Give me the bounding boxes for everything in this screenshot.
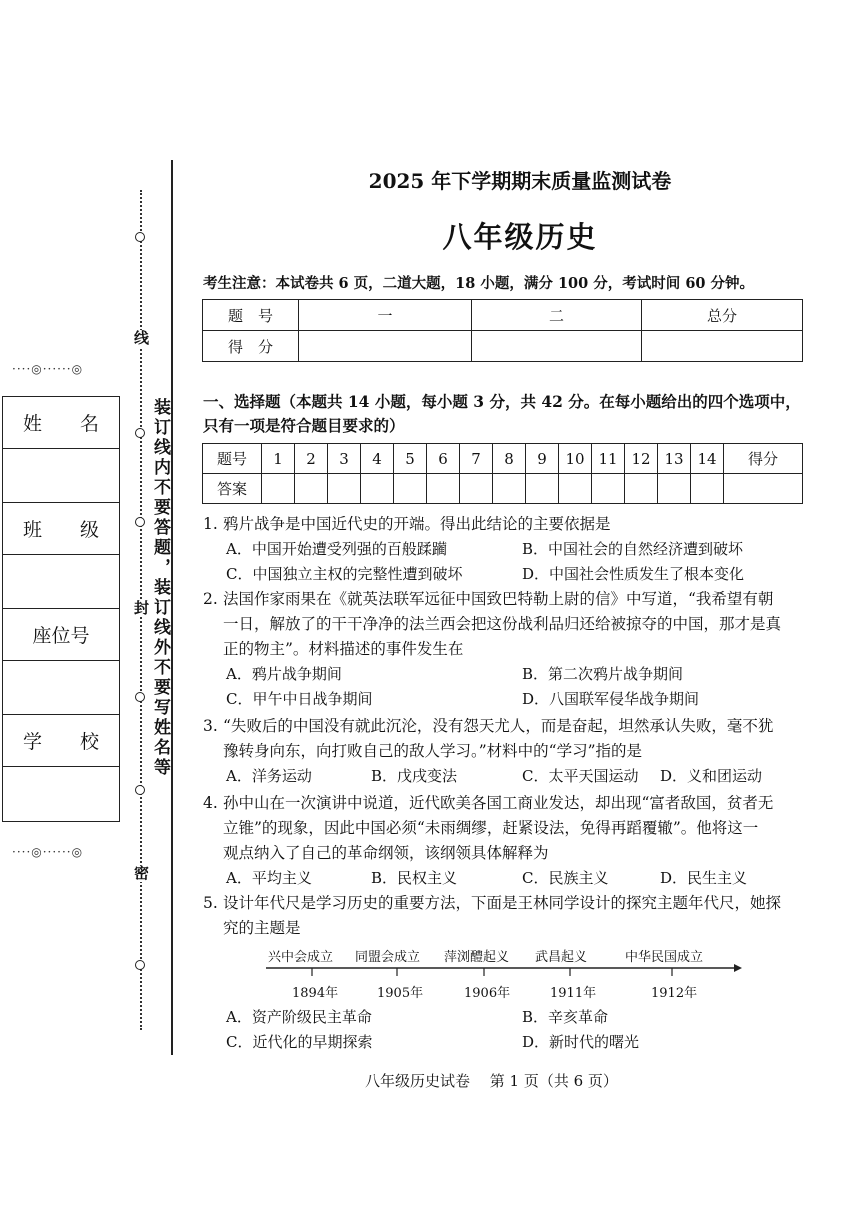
option-c[interactable]: C．太平天国运动 [522, 767, 639, 785]
binding-char-mi: 密 [132, 865, 150, 882]
margin-rule [171, 160, 173, 1055]
option-a[interactable]: A．资产阶级民主革命 [226, 1008, 372, 1026]
question-line [203, 791, 813, 816]
score-header-total: 总分 [642, 300, 803, 331]
option-a[interactable]: A．平均主义 [226, 869, 312, 887]
question-number-cell: 14 [691, 444, 724, 474]
question-line: 正的物主”。材料描述的事件发生在 [223, 640, 464, 658]
question-1-options [226, 537, 816, 587]
timeline-axis [262, 960, 742, 980]
score-header-part1: 一 [299, 300, 472, 331]
answer-score-label: 得分 [724, 444, 803, 474]
score-cell-total[interactable] [642, 331, 803, 362]
question-number-cell: 2 [295, 444, 328, 474]
question-line: 一日，解放了的干干净净的法兰西会把这份战利品归还给被掠夺的中国，那才是真 [223, 615, 782, 633]
question-text: 孙中山在一次演讲中说道，近代欧美各国工商业发达，却出现“富者敌国，贫者无 [223, 794, 774, 812]
answer-header-label: 题号 [203, 444, 262, 474]
seat-label-cell [3, 609, 119, 661]
binding-circle [135, 517, 145, 527]
timeline-event: 萍浏醴起义 [444, 950, 510, 965]
question-4 [203, 791, 813, 866]
binding-circle [135, 785, 145, 795]
question-number-cell: 7 [460, 444, 493, 474]
question-text: “失败后的中国没有就此沉沦，没有怨天尤人，而是奋起，坦然承认失败，毫不犹 [223, 717, 774, 735]
option-a[interactable]: A．中国开始遭受列强的百般蹂躏 [226, 540, 447, 558]
exam-notice: 考生注意：本试卷共 6 页，二道大题，18 小题，满分 100 分，考试时间 60 分钟。 [203, 275, 755, 292]
answer-cell[interactable] [295, 474, 328, 504]
timeline-year: 1911年 [550, 986, 597, 1001]
question-3-options [226, 764, 816, 789]
option-a[interactable]: A．洋务运动 [226, 767, 312, 785]
timeline-event: 兴中会成立 [268, 950, 334, 965]
binding-char-feng: 封 [132, 600, 150, 617]
class-input-cell[interactable] [3, 555, 119, 609]
timeline-year: 1894年 [292, 986, 339, 1001]
question-4-options [226, 866, 816, 891]
answer-cell[interactable] [658, 474, 691, 504]
question-text: 法国作家雨果在《就英法联军远征中国致巴特勒上尉的信》中写道，“我希望有朝 [223, 590, 774, 608]
question-number: 2. [203, 590, 218, 608]
option-b[interactable]: B．中国社会的自然经济遭到破坏 [522, 540, 744, 558]
question-number-cell: 13 [658, 444, 691, 474]
answer-cell[interactable] [559, 474, 592, 504]
name-label: 姓 名 [22, 413, 99, 435]
section1-heading: 一、选择题（本题共 14 小题，每小题 3 分，共 42 分。在每小题给出的四个选项中，只有一项是符合题目要求的） [203, 392, 801, 435]
class-label: 班 级 [22, 519, 99, 541]
student-info-box [2, 396, 120, 822]
timeline-event: 中华民国成立 [625, 950, 704, 965]
option-c[interactable]: C．民族主义 [522, 869, 609, 887]
question-number-cell: 6 [427, 444, 460, 474]
score-cell-part2[interactable] [472, 331, 642, 362]
option-d[interactable]: D．民生主义 [660, 869, 748, 887]
seat-label: 座位号 [32, 625, 90, 647]
question-number-cell: 4 [361, 444, 394, 474]
question-line [203, 714, 813, 739]
exam-title: 2025 年下学期期末质量监测试卷 [368, 169, 672, 193]
answer-table [202, 443, 803, 504]
subject-title: 八年级历史 [442, 220, 598, 254]
answer-cell[interactable] [262, 474, 295, 504]
score-header-label: 题 号 [203, 300, 299, 331]
answer-cell[interactable] [427, 474, 460, 504]
seat-input-cell[interactable] [3, 661, 119, 715]
question-number: 1. [203, 515, 218, 533]
question-number: 4. [203, 794, 218, 812]
question-line: 立锥”的现象，因此中国必须“未雨绸缪，赶紧设法，免得再蹈覆辙”。他将这一 [223, 819, 759, 837]
answer-cell[interactable] [592, 474, 625, 504]
answer-table-answer-row [203, 474, 803, 504]
question-number: 5. [203, 894, 218, 912]
binding-circle [135, 232, 145, 242]
question-number-cell: 11 [592, 444, 625, 474]
timeline-event: 同盟会成立 [355, 950, 421, 965]
option-b[interactable]: B．戊戌变法 [371, 767, 458, 785]
option-c[interactable]: C．甲午中日战争期间 [226, 690, 373, 708]
class-label-cell [3, 503, 119, 555]
binding-warning: 装订线内不要答题，装订线外不要写姓名等 [150, 398, 170, 778]
binding-circle [135, 692, 145, 702]
score-header-part2: 二 [472, 300, 642, 331]
timeline-year: 1905年 [377, 986, 424, 1001]
question-2 [203, 587, 813, 662]
option-d[interactable]: D．八国联军侵华战争期间 [522, 690, 700, 708]
binding-char-xian: 线 [132, 330, 150, 347]
question-text: 设计年代尺是学习历史的重要方法，下面是王林同学设计的探究主题年代尺，她探 [223, 894, 782, 912]
option-b[interactable]: B．民权主义 [371, 869, 458, 887]
question-number-cell: 12 [625, 444, 658, 474]
answer-cell[interactable] [361, 474, 394, 504]
question-5-options [226, 1005, 816, 1055]
sidebar-dot-line-bottom: ····◎······◎ [12, 845, 84, 859]
answer-cell[interactable] [328, 474, 361, 504]
question-1 [203, 512, 813, 537]
option-c[interactable]: C．中国独立主权的完整性遭到破坏 [226, 565, 463, 583]
answer-row-label: 答案 [203, 474, 262, 504]
answer-cell[interactable] [691, 474, 724, 504]
question-line: 豫转身向东，向打败自己的敌人学习。”材料中的“学习”指的是 [223, 742, 643, 760]
question-number-cell: 10 [559, 444, 592, 474]
question-number-cell: 3 [328, 444, 361, 474]
question-3 [203, 714, 813, 764]
answer-cell[interactable] [460, 474, 493, 504]
answer-cell[interactable] [526, 474, 559, 504]
school-label: 学 校 [22, 731, 99, 753]
option-d[interactable]: D．义和团运动 [660, 767, 763, 785]
option-c[interactable]: C．近代化的早期探索 [226, 1033, 373, 1051]
question-2-options [226, 662, 816, 712]
question-line: 观点纳入了自己的革命纲领，该纲领具体解释为 [223, 844, 549, 862]
question-number-cell: 5 [394, 444, 427, 474]
answer-cell[interactable] [625, 474, 658, 504]
option-a[interactable]: A．鸦片战争期间 [226, 665, 342, 683]
question-5 [203, 891, 813, 941]
timeline-year: 1912年 [651, 986, 698, 1001]
school-label-cell [3, 715, 119, 767]
answer-score-cell[interactable] [724, 474, 803, 504]
option-d[interactable]: D．中国社会性质发生了根本变化 [522, 565, 745, 583]
name-input-cell[interactable] [3, 449, 119, 503]
timeline-event: 武昌起义 [535, 950, 588, 965]
question-number: 3. [203, 717, 218, 735]
option-b[interactable]: B．第二次鸦片战争期间 [522, 665, 684, 683]
binding-circle [135, 428, 145, 438]
score-row-label: 得 分 [203, 331, 299, 362]
school-input-cell[interactable] [3, 767, 119, 821]
question-number-cell: 1 [262, 444, 295, 474]
question-text: 鸦片战争是中国近代史的开端。得出此结论的主要依据是 [223, 515, 611, 533]
option-d[interactable]: D．新时代的曙光 [522, 1033, 640, 1051]
question-line [203, 587, 813, 612]
question-number-cell: 8 [493, 444, 526, 474]
question-number-cell: 9 [526, 444, 559, 474]
score-table [202, 299, 803, 362]
answer-cell[interactable] [394, 474, 427, 504]
page-footer: 八年级历史试卷 第 1 页（共 6 页） [365, 1072, 618, 1090]
option-b[interactable]: B．辛亥革命 [522, 1008, 609, 1026]
answer-table-header-row [203, 444, 803, 474]
score-cell-part1[interactable] [299, 331, 472, 362]
name-label-cell [3, 397, 119, 449]
binding-circle [135, 960, 145, 970]
question-line [203, 891, 813, 916]
timeline-year: 1906年 [464, 986, 511, 1001]
sidebar-dot-line-top: ····◎······◎ [12, 362, 84, 376]
question-line: 究的主题是 [223, 919, 301, 937]
answer-cell[interactable] [493, 474, 526, 504]
